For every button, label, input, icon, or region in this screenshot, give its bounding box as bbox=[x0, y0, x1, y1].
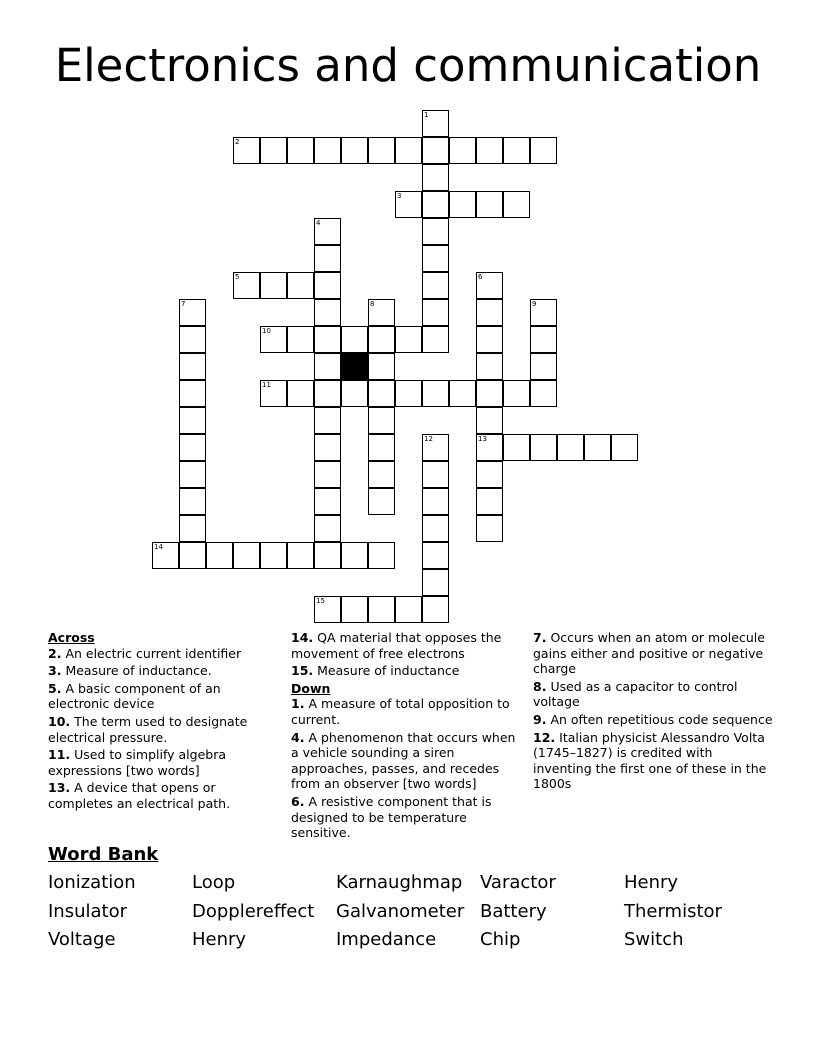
grid-cell[interactable] bbox=[395, 380, 422, 407]
clue-text: A measure of total opposition to current. bbox=[291, 696, 510, 727]
grid-cell[interactable] bbox=[476, 191, 503, 218]
clue-text: A phenomenon that occurs when a vehicle sounding a siren approaches, passes, and recedes from an observer [two words] bbox=[291, 729, 516, 792]
cell-number: 7 bbox=[181, 300, 186, 308]
clue-down-7 bbox=[533, 630, 773, 677]
grid-cell[interactable] bbox=[530, 326, 557, 353]
clues-column-3 bbox=[533, 630, 773, 794]
word-bank-item: Voltage bbox=[48, 929, 116, 950]
word-bank-item: Varactor bbox=[480, 872, 556, 893]
grid-cell[interactable] bbox=[341, 596, 368, 623]
grid-cell[interactable] bbox=[314, 407, 341, 434]
cell-number: 15 bbox=[316, 597, 325, 605]
word-bank-item: Karnaughmap bbox=[336, 872, 463, 893]
cell-number: 3 bbox=[397, 192, 402, 200]
clue-number: 11. bbox=[48, 747, 71, 763]
grid-cell[interactable] bbox=[260, 272, 287, 299]
grid-cell[interactable] bbox=[611, 434, 638, 461]
grid-cell[interactable] bbox=[368, 488, 395, 515]
word-bank-item: Loop bbox=[192, 872, 236, 893]
grid-cell[interactable] bbox=[449, 191, 476, 218]
clue-number: 10. bbox=[48, 713, 71, 729]
grid-cell[interactable] bbox=[314, 272, 341, 299]
grid-cell[interactable] bbox=[422, 272, 449, 299]
clue-number: 9. bbox=[533, 711, 547, 727]
word-bank-item: Battery bbox=[480, 900, 547, 922]
clue-number: 13. bbox=[48, 780, 71, 796]
word-bank-item: Insulator bbox=[48, 900, 128, 922]
grid-cell[interactable] bbox=[314, 380, 341, 407]
clue-number: 12. bbox=[533, 729, 556, 745]
clue-down-12 bbox=[533, 730, 773, 792]
cell-number: 8 bbox=[370, 300, 375, 308]
grid-cell[interactable] bbox=[476, 515, 503, 542]
grid-cell[interactable] bbox=[530, 353, 557, 380]
cell-number: 11 bbox=[262, 381, 271, 389]
clue-text: The term used to designate electrical pressure. bbox=[48, 713, 248, 745]
clue-text: Occurs when an atom or molecule gains either and positive or negative charge bbox=[533, 630, 765, 677]
grid-cell[interactable] bbox=[422, 326, 449, 353]
grid-cell[interactable] bbox=[422, 191, 449, 218]
grid-cell[interactable] bbox=[395, 137, 422, 164]
grid-cell[interactable] bbox=[422, 299, 449, 326]
grid-cell[interactable] bbox=[287, 542, 314, 569]
grid-cell[interactable] bbox=[314, 515, 341, 542]
grid-cell[interactable] bbox=[368, 380, 395, 407]
clue-down-6 bbox=[291, 794, 527, 841]
grid-cell[interactable] bbox=[341, 326, 368, 353]
grid-cell[interactable] bbox=[314, 299, 341, 326]
grid-cell[interactable] bbox=[449, 380, 476, 407]
clue-number: 1. bbox=[291, 696, 305, 712]
down-heading: Down bbox=[291, 680, 331, 696]
grid-cell[interactable] bbox=[584, 434, 611, 461]
grid-cell[interactable] bbox=[422, 515, 449, 542]
clue-down-4 bbox=[291, 730, 527, 792]
grid-cell[interactable] bbox=[179, 380, 206, 407]
grid-cell[interactable] bbox=[179, 542, 206, 569]
grid-cell[interactable] bbox=[314, 245, 341, 272]
clue-text: Used to simplify algebra expressions [two words] bbox=[48, 747, 227, 778]
grid-cell[interactable] bbox=[314, 542, 341, 569]
word-bank-item: Chip bbox=[480, 929, 521, 950]
clue-number: 8. bbox=[533, 678, 547, 694]
grid-cell[interactable] bbox=[476, 299, 503, 326]
grid-cell[interactable] bbox=[287, 272, 314, 299]
clue-down-8 bbox=[533, 679, 773, 710]
cell-number: 13 bbox=[478, 435, 487, 443]
grid-cell[interactable] bbox=[557, 434, 584, 461]
grid-cell[interactable] bbox=[422, 542, 449, 569]
grid-cell[interactable] bbox=[422, 569, 449, 596]
grid-cell[interactable] bbox=[341, 542, 368, 569]
black-square bbox=[341, 353, 368, 380]
grid-cell[interactable] bbox=[422, 380, 449, 407]
clue-number: 2. bbox=[48, 645, 62, 661]
clues-column-2 bbox=[291, 630, 527, 843]
clue-text: A resistive component that is designed to be temperature sensitive. bbox=[291, 793, 492, 841]
clue-down-9 bbox=[533, 712, 773, 728]
grid-cell[interactable] bbox=[179, 515, 206, 542]
clue-across-10 bbox=[48, 714, 278, 745]
grid-cell[interactable] bbox=[179, 353, 206, 380]
word-bank-title: Word Bank bbox=[48, 844, 159, 865]
page-title: Electronics and communication bbox=[54, 39, 762, 92]
grid-cell[interactable] bbox=[287, 137, 314, 164]
grid-cell[interactable] bbox=[206, 542, 233, 569]
clue-text: Measure of inductance bbox=[317, 663, 460, 679]
clue-across-2 bbox=[48, 646, 278, 662]
grid-cell[interactable] bbox=[530, 434, 557, 461]
grid-cell[interactable] bbox=[341, 380, 368, 407]
grid-cell[interactable] bbox=[260, 542, 287, 569]
grid-cell[interactable] bbox=[368, 326, 395, 353]
clue-text: QA material that opposes the movement of free electrons bbox=[291, 630, 502, 661]
grid-cell[interactable] bbox=[314, 326, 341, 353]
clue-across-15 bbox=[291, 663, 527, 679]
grid-cell[interactable] bbox=[233, 542, 260, 569]
grid-cell[interactable] bbox=[503, 137, 530, 164]
grid-cell[interactable] bbox=[476, 461, 503, 488]
cell-number: 12 bbox=[424, 435, 433, 443]
clue-text: An often repetitious code sequence bbox=[550, 711, 773, 727]
grid-cell[interactable] bbox=[368, 461, 395, 488]
clue-number: 14. bbox=[291, 630, 314, 645]
across-heading: Across bbox=[48, 630, 95, 645]
clue-number: 4. bbox=[291, 729, 305, 745]
clue-text: Used as a capacitor to control voltage bbox=[533, 678, 738, 710]
cell-number: 4 bbox=[316, 219, 321, 227]
cell-number: 14 bbox=[154, 543, 163, 551]
grid-cell[interactable] bbox=[530, 137, 557, 164]
clue-across-3 bbox=[48, 663, 278, 679]
grid-cell[interactable] bbox=[422, 461, 449, 488]
grid-cell[interactable] bbox=[422, 164, 449, 191]
grid-cell[interactable] bbox=[476, 380, 503, 407]
word-bank-item: Galvanometer bbox=[336, 900, 465, 922]
grid-cell[interactable] bbox=[368, 542, 395, 569]
grid-cell[interactable] bbox=[179, 407, 206, 434]
cell-number: 10 bbox=[262, 327, 271, 335]
clue-text: A basic component of an electronic device bbox=[48, 680, 221, 712]
cell-number: 2 bbox=[235, 138, 240, 146]
grid-cell[interactable] bbox=[422, 596, 449, 623]
word-bank-item: Ionization bbox=[48, 872, 136, 893]
grid-cell[interactable] bbox=[368, 407, 395, 434]
grid-cell[interactable] bbox=[476, 326, 503, 353]
grid-cell[interactable] bbox=[314, 353, 341, 380]
grid-cell[interactable] bbox=[395, 596, 422, 623]
grid-cell[interactable] bbox=[503, 191, 530, 218]
clue-across-11 bbox=[48, 747, 278, 778]
word-bank-item: Switch bbox=[624, 929, 684, 950]
grid-cell[interactable] bbox=[179, 326, 206, 353]
grid-cell[interactable] bbox=[476, 488, 503, 515]
grid-cell[interactable] bbox=[260, 137, 287, 164]
clue-across-5 bbox=[48, 681, 278, 712]
grid-cell[interactable] bbox=[287, 326, 314, 353]
grid-cell[interactable] bbox=[422, 488, 449, 515]
clue-text: Italian physicist Alessandro Volta (1745–1827) is credited with inventing the first one of these in the 1800s bbox=[533, 729, 767, 792]
grid-cell[interactable] bbox=[503, 380, 530, 407]
clue-across-13 bbox=[48, 780, 278, 811]
grid-cell[interactable] bbox=[368, 353, 395, 380]
word-bank-item: Henry bbox=[624, 872, 679, 893]
grid-cell[interactable] bbox=[422, 137, 449, 164]
grid-cell[interactable] bbox=[476, 137, 503, 164]
grid-cell[interactable] bbox=[422, 218, 449, 245]
grid-cell[interactable] bbox=[287, 380, 314, 407]
clue-number: 3. bbox=[48, 663, 62, 679]
word-bank-item: Dopplereffect bbox=[192, 900, 315, 922]
grid-cell[interactable] bbox=[422, 245, 449, 272]
cell-number: 5 bbox=[235, 273, 240, 281]
clue-number: 15. bbox=[291, 663, 314, 679]
cell-number: 9 bbox=[532, 300, 537, 308]
word-bank bbox=[48, 872, 778, 958]
clue-number: 7. bbox=[533, 630, 547, 645]
clue-number: 6. bbox=[291, 793, 305, 809]
grid-cell[interactable] bbox=[179, 434, 206, 461]
clue-down-1 bbox=[291, 696, 527, 727]
grid-cell[interactable] bbox=[503, 434, 530, 461]
grid-cell[interactable] bbox=[476, 407, 503, 434]
clue-text: An electric current identifier bbox=[65, 645, 242, 661]
grid-cell[interactable] bbox=[395, 326, 422, 353]
grid-cell[interactable] bbox=[179, 461, 206, 488]
grid-cell[interactable] bbox=[530, 380, 557, 407]
word-bank-item: Henry bbox=[192, 929, 247, 950]
clues-column-1 bbox=[48, 630, 278, 814]
word-bank-item: Thermistor bbox=[624, 900, 722, 922]
grid-cell[interactable] bbox=[314, 434, 341, 461]
grid-cell[interactable] bbox=[314, 488, 341, 515]
grid-cell[interactable] bbox=[476, 353, 503, 380]
cell-number: 1 bbox=[424, 111, 429, 119]
grid-cell[interactable] bbox=[341, 137, 368, 164]
grid-cell[interactable] bbox=[449, 137, 476, 164]
clue-across-14 bbox=[291, 630, 527, 661]
grid-cell[interactable] bbox=[314, 137, 341, 164]
clue-text: A device that opens or completes an electrical path. bbox=[48, 780, 231, 811]
clue-number: 5. bbox=[48, 680, 62, 696]
clue-text: Measure of inductance. bbox=[65, 663, 212, 679]
grid-cell[interactable] bbox=[368, 137, 395, 164]
grid-cell[interactable] bbox=[314, 461, 341, 488]
grid-cell[interactable] bbox=[368, 596, 395, 623]
cell-number: 6 bbox=[478, 273, 483, 281]
grid-cell[interactable] bbox=[179, 488, 206, 515]
grid-cell[interactable] bbox=[368, 434, 395, 461]
word-bank-item: Impedance bbox=[336, 929, 437, 950]
